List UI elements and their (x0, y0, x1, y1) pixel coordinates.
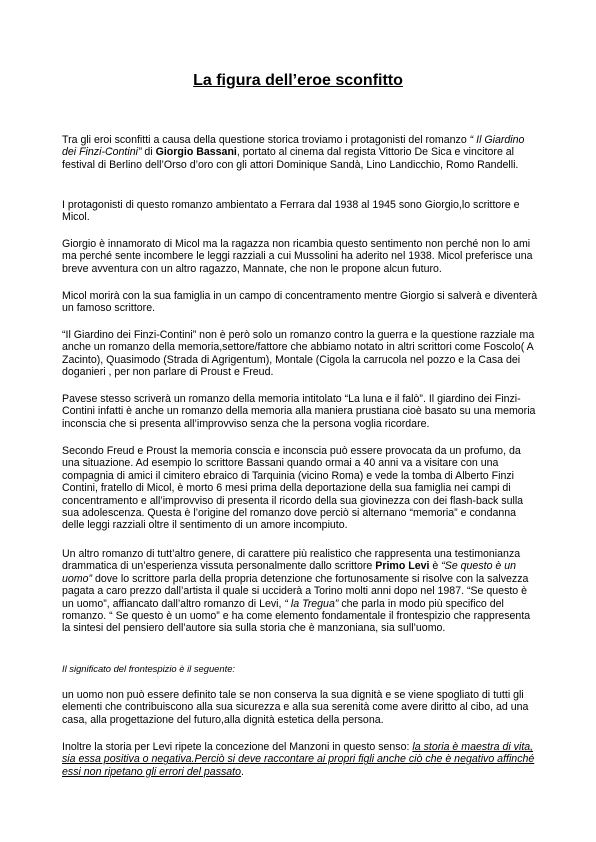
intro-text-1: Tra gli eroi sconfitti a causa della questione storica troviamo i protagonisti del romanzo (62, 134, 470, 146)
paragraph-giorgio-micol: Giorgio è innamorato di Micol ma la ragazza non ricambia questo sentimento non perché non lo ami ma perché sente incombere le leggi razziali a cui Mussolini ha aderito nel 1938. Micol preferisce una breve avventura con un altro ragazzo, Mannate, che non le propone alcun futuro. (62, 238, 533, 275)
manzoni-period: . (241, 765, 244, 778)
levi-text-3: dove lo scrittore parla della propria detenzione che fortunosamente si risolve con la salvezza pagata a caro prezzo dall’artista il quale si ucciderà a Torino molti anni dopo nel 1987. “Se questo è un uomo”, affiancato dall’altro romanzo di Levi, (62, 572, 529, 610)
novel-title-finzi-contini: “ Il Giardino dei Finzi-Contini” (62, 134, 525, 159)
paragraph-frontispiece-heading: Il significato del frontespizio è il seguente: (62, 663, 236, 674)
author-name-bassani: Giorgio Bassani (155, 146, 237, 159)
novel-title-se-questo: “Se questo è un uomo” (62, 560, 517, 585)
paragraph-protagonists: I protagonisti di questo romanzo ambientato a Ferrara dal 1938 al 1945 sono Giorgio,lo scrittore e Micol. (62, 199, 520, 224)
paragraph-frontispiece-meaning: un uomo non può essere definito tale se non conserva la sua dignità e se viene spogliato di tutti gli elementi che contribuiscono alla sua sicurezza e alla sua serenità come avere diritto al cibo, ad una casa, alla progettazione del futuro,alla dignità estetica della persona. (62, 689, 529, 726)
manzoni-quote: la storia è maestra di vita, sia essa positiva o negativa.Perciò si deve raccontare ai propri figli anche ciò che è negativo affinché essi non ripetano gli errori del passato (62, 741, 535, 778)
manzoni-text-1: Inoltre la storia per Levi ripete la concezione del Manzoni in questo senso: (62, 741, 413, 753)
paragraph-micol-fate: Micol morirà con la sua famiglia in un campo di concentramento mentre Giorgio si salverà e diventerà un famoso scrittore. (62, 290, 538, 315)
paragraph-intro (62, 134, 540, 171)
document-title: La figura dell’eroe sconfitto (193, 72, 403, 89)
paragraph-primo-levi (62, 548, 540, 635)
intro-text-3: , portato al cinema dal regista Vittorio De Sica e vincitore al festival di Berlino dell’Orso d’oro con gli attori Dominique Sandà, Lino Landicchio, Romo Randelli. (62, 146, 519, 171)
paragraph-pavese: Pavese stesso scriverà un romanzo della memoria intitolato “La luna e il falò”. Il giardino dei Finzi-Contini infatti è anche un romanzo della memoria alla maniera prustiana cioè basato su una memoria inconscia che si presenta all’improvviso senza che la persona voglia ricordare. (62, 393, 536, 430)
levi-text-2: è (429, 560, 442, 573)
author-name-levi: Primo Levi (375, 560, 430, 573)
paragraph-memory-novel: “Il Giardino dei Finzi-Contini” non è però solo un romanzo contro la guerra e la questione razziale ma anche un romanzo della memoria,settore/fattore che abbiamo notato in altri scrittori come Foscolo( A Zacinto), Quasimodo (Strada di Agrigentum), Montale (Cigola la carrucola nel pozzo e la Casa dei doganieri , per non parlare di Proust e Freud. (62, 329, 535, 379)
intro-text-2: di (141, 146, 156, 159)
levi-text-1: Un altro romanzo di tutt’altro genere, di carattere più realistico che rappresenta una testimonianza drammatica di un’esperienza vissuta personalmente dallo scrittore (62, 548, 521, 573)
paragraph-history-manzoni (62, 741, 540, 778)
paragraph-freud-proust: Secondo Freud e Proust la memoria conscia e inconscia può essere provocata da un profumo, da una situazione. Ad esempio lo scrittore Bassani quando ormai a 40 anni va a visitare con una compagnia di amici il cimitero ebraico di Tarquinia (vicino Roma) e vede la tomba di Alberto Finzi Contini, fratello di Micol, è morto 6 mesi prima della deportazione della sua famiglia nei campi di concentramento e all’improvviso di presenta il ricordo della sua giovinezza con dei flash-back sulla sua adolescenza. Questa è l’origine del romanzo dove perciò si alternano “memoria” e condanna delle leggi razziali oltre il sentimento di un amore incompiuto. (62, 445, 524, 532)
novel-title-tregua: “ la Tregua” (284, 597, 339, 610)
levi-text-4: che parla in modo più specifico del romanzo. “ Se questo è un uomo” e ha come elemento fondamentale il frontespizio che rappresenta la sintesi del pensiero dell’autore sia sulla storia che è manzoniana, sia sull’uomo. (62, 597, 531, 635)
